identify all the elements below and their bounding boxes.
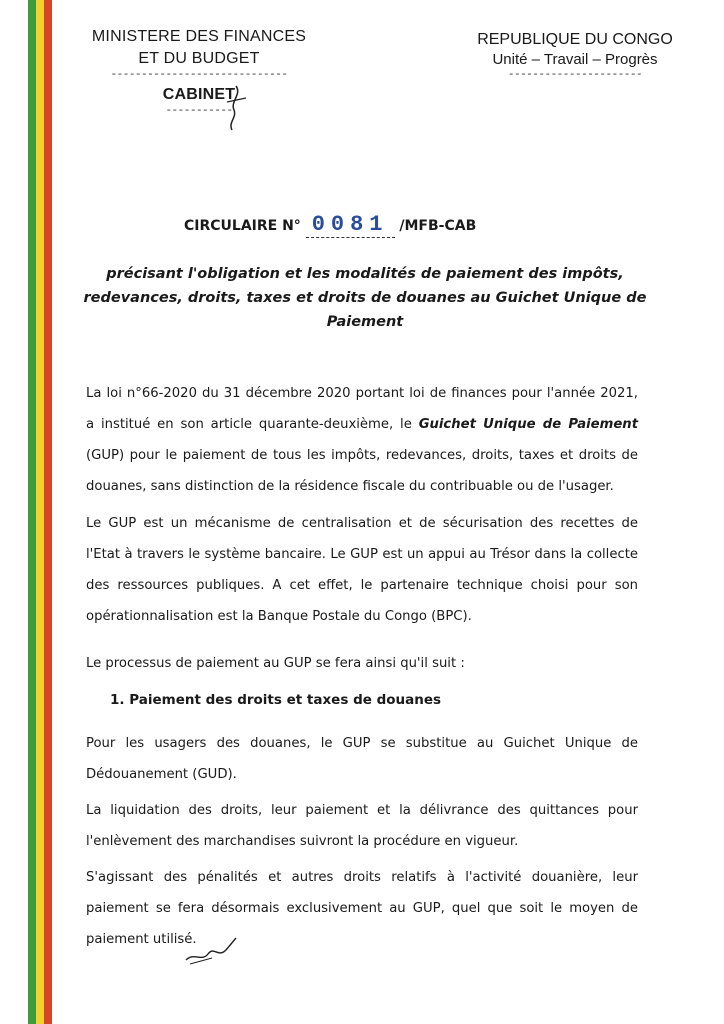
p1-emphasis: Guichet Unique de Paiement bbox=[418, 417, 638, 432]
paragraph-1 bbox=[86, 378, 638, 502]
ministry-divider: ----------------------------- bbox=[110, 69, 288, 81]
ministry-name-line1: MINISTERE DES FINANCES bbox=[91, 28, 307, 45]
circular-number: 0081 bbox=[306, 212, 395, 238]
circular-prefix: CIRCULAIRE N° bbox=[184, 218, 301, 234]
circular-reference: /MFB-CAB bbox=[399, 218, 477, 234]
circular-subtitle: précisant l'obligation et les modalités de paiement des impôts, redevances, droits, taxes et droits de douanes au Guichet Unique de Paiement bbox=[83, 266, 647, 330]
flag-stripe-yellow bbox=[36, 0, 44, 1024]
republic-divider: ---------------------- bbox=[507, 69, 643, 81]
circular-title bbox=[184, 212, 564, 238]
p1-text-end: (GUP) pour le paiement de tous les impôts, redevances, droits, taxes et droits de douanes, sans distinction de la résidence fiscale du contribuable ou de l'usager. bbox=[86, 448, 638, 494]
ministry-name-line2: ET DU BUDGET bbox=[138, 50, 260, 67]
paragraph-5: La liquidation des droits, leur paiement et la délivrance des quittances pour l'enlèvement des marchandises suivront la procédure en vigueur. bbox=[86, 803, 638, 849]
paragraph-3: Le processus de paiement au GUP se fera ainsi qu'il suit : bbox=[86, 656, 465, 671]
paragraph-6: S'agissant des pénalités et autres droits relatifs à l'activité douanière, leur paiement se fera désormais exclusivement au GUP, quel que soit le moyen de paiement utilisé. bbox=[86, 870, 638, 947]
paragraph-2: Le GUP est un mécanisme de centralisation et de sécurisation des recettes de l'Etat à travers le système bancaire. Le GUP est un appui au Trésor dans la collecte des ressources publiques. A cet effet, le partenaire technique choisi pour son opérationnalisation est la Banque Postale du Congo (BPC). bbox=[86, 516, 638, 624]
paragraph-4: Pour les usagers des douanes, le GUP se substitue au Guichet Unique de Dédouanement (GUD). bbox=[86, 736, 638, 782]
national-motto: Unité – Travail – Progrès bbox=[492, 51, 658, 68]
flag-stripe-green bbox=[28, 0, 36, 1024]
initials-mark bbox=[224, 84, 250, 132]
cabinet-divider: ----------- bbox=[165, 105, 233, 117]
country-name: REPUBLIQUE DU CONGO bbox=[477, 31, 673, 48]
p1-text-start: La loi n°66-2020 du 31 décembre 2020 portant loi de finances pour l'année 2021, a institué en son article quarante-deuxième, le bbox=[86, 386, 638, 432]
republic-header bbox=[460, 30, 690, 80]
paraph-mark bbox=[182, 932, 238, 968]
section-1-title: 1. Paiement des droits et taxes de douanes bbox=[110, 692, 442, 708]
ministry-header bbox=[86, 26, 312, 116]
flag-stripe-red bbox=[44, 0, 52, 1024]
cabinet-label: CABINET bbox=[162, 86, 236, 103]
